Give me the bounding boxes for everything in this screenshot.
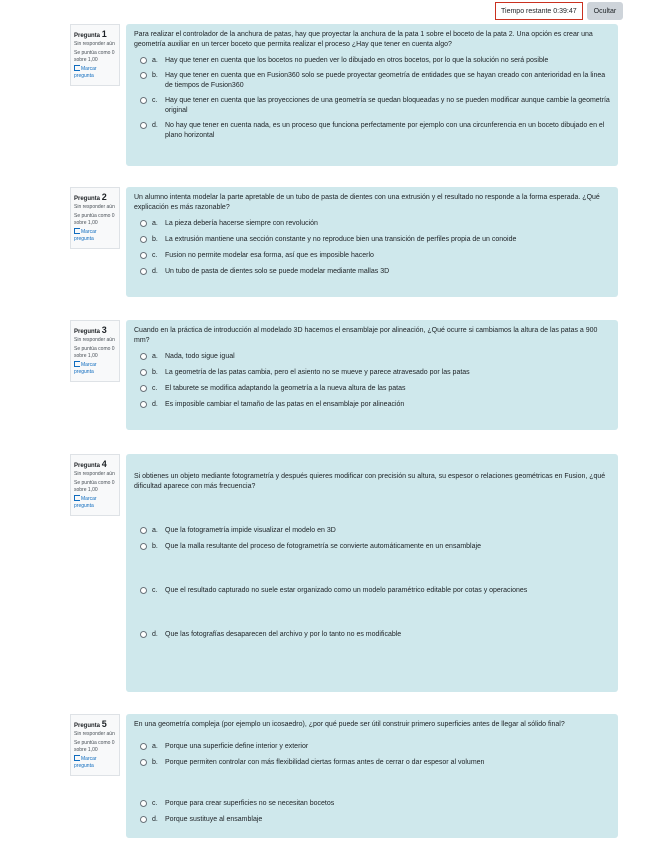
radio-button[interactable] bbox=[140, 743, 147, 750]
question-content bbox=[126, 714, 618, 838]
question-content bbox=[126, 454, 618, 692]
answer-option-a[interactable]: a. La pieza debería hacerse siempre con revolución bbox=[134, 219, 610, 229]
question-score: Se puntúa como 0 sobre 1,00 bbox=[74, 479, 115, 493]
radio-button[interactable] bbox=[140, 385, 147, 392]
question-info: Pregunta 1 Sin responder aún Se puntúa como 0 sobre 1,00 Marcar pregunta bbox=[70, 24, 120, 86]
question-number: 3 bbox=[101, 325, 107, 335]
radio-button[interactable] bbox=[140, 587, 147, 594]
flag-question-link[interactable]: Marcar pregunta bbox=[74, 362, 97, 376]
flag-icon bbox=[74, 495, 80, 501]
radio-button[interactable] bbox=[140, 369, 147, 376]
radio-button[interactable] bbox=[140, 527, 147, 534]
answer-option-d[interactable]: d. No hay que tener en cuenta nada, es un proceso que funciona perfectamente por ejemplo con una circunferencia en un boceto dibujado en el plano horizontal bbox=[134, 121, 610, 141]
time-remaining: Tiempo restante 0:39:47 bbox=[495, 2, 583, 20]
answer-option-b[interactable]: b. Que la malla resultante del proceso de fotogrametría se convierte automáticamente en un ensamblaje bbox=[134, 542, 610, 552]
answer-option-d[interactable]: d. Porque sustituye al ensamblaje bbox=[134, 815, 610, 825]
question-score: Se puntúa como 0 sobre 1,00 bbox=[74, 49, 115, 63]
answer-option-a[interactable]: a. Porque una superficie define interior y exterior bbox=[134, 742, 610, 752]
answer-option-a[interactable]: a. Que la fotogrametría impide visualizar el modelo en 3D bbox=[134, 526, 610, 536]
radio-button[interactable] bbox=[140, 57, 147, 64]
flag-icon bbox=[74, 228, 80, 234]
answer-option-b[interactable]: b. La extrusión mantiene una sección constante y no reproduce bien una transición de perfiles propia de un conoide bbox=[134, 235, 610, 245]
question-info: Pregunta 5 Sin responder aún Se puntúa como 0 sobre 1,00 Marcar pregunta bbox=[70, 714, 120, 776]
radio-button[interactable] bbox=[140, 72, 147, 79]
answer-option-b[interactable]: b. La geometría de las patas cambia, pero el asiento no se mueve y parece atravesado por las patas bbox=[134, 368, 610, 378]
answer-option-c[interactable]: c. Fusion no permite modelar esa forma, así que es imposible hacerlo bbox=[134, 251, 610, 261]
question-number: 1 bbox=[101, 29, 107, 39]
flag-icon bbox=[74, 755, 80, 761]
question-score: Se puntúa como 0 sobre 1,00 bbox=[74, 345, 115, 359]
answer-option-a[interactable]: a. Nada, todo sigue igual bbox=[134, 352, 610, 362]
radio-button[interactable] bbox=[140, 401, 147, 408]
question-text: Si obtienes un objeto mediante fotogrametría y después quieres modificar con precisión su altura, su espesor o relaciones geométricas en Fusion, ¿qué dificultad aparece con más frecuencia? bbox=[134, 473, 606, 490]
question-info: Pregunta 2 Sin responder aún Se puntúa como 0 sobre 1,00 Marcar pregunta bbox=[70, 187, 120, 249]
question-status: Sin responder aún bbox=[74, 471, 115, 478]
flag-question-link[interactable]: Marcar pregunta bbox=[74, 229, 97, 243]
radio-button[interactable] bbox=[140, 816, 147, 823]
answer-option-d[interactable]: d. Que las fotografías desaparecen del archivo y por lo tanto no es modificable bbox=[134, 630, 610, 640]
question-status: Sin responder aún bbox=[74, 337, 115, 344]
question-content bbox=[126, 187, 618, 297]
question-text: Un alumno intenta modelar la parte apretable de un tubo de pasta de dientes con una extrusión y el resultado no responde a la forma esperada. ¿Qué explicación es más razonable? bbox=[134, 194, 600, 211]
question-content bbox=[126, 24, 618, 166]
answer-option-b[interactable]: b. Hay que tener en cuenta que en Fusion360 solo se puede proyectar geometría de entidades que se hayan creado con anterioridad en la linea de tiempos de Fusion360 bbox=[134, 71, 610, 91]
question-text: Cuando en la práctica de introducción al modelado 3D hacemos el ensamblaje por alineación, ¿Qué ocurre si cambiamos la altura de las patas a 900 mm? bbox=[134, 327, 598, 344]
flag-question-link[interactable]: Marcar pregunta bbox=[74, 496, 97, 510]
question-number: 4 bbox=[101, 459, 107, 469]
radio-button[interactable] bbox=[140, 631, 147, 638]
answer-option-c[interactable]: c. Que el resultado capturado no suele estar organizado como un modelo paramétrico editable por cotas y operaciones bbox=[134, 586, 610, 596]
radio-button[interactable] bbox=[140, 543, 147, 550]
question-score: Se puntúa como 0 sobre 1,00 bbox=[74, 739, 115, 753]
question-score: Se puntúa como 0 sobre 1,00 bbox=[74, 212, 115, 226]
answer-option-c[interactable]: c. El taburete se modifica adaptando la geometría a la nueva altura de las patas bbox=[134, 384, 610, 394]
question-text: En una geometría compleja (por ejemplo un icosaedro), ¿por qué puede ser útil construir primero superficies antes de llegar al sólido final? bbox=[134, 721, 565, 728]
question-number: 5 bbox=[101, 719, 107, 729]
flag-icon bbox=[74, 65, 80, 71]
question-status: Sin responder aún bbox=[74, 204, 115, 211]
question-info: Pregunta 3 Sin responder aún Se puntúa como 0 sobre 1,00 Marcar pregunta bbox=[70, 320, 120, 382]
flag-question-link[interactable]: Marcar pregunta bbox=[74, 66, 97, 80]
question-content bbox=[126, 320, 618, 430]
timer-bar bbox=[495, 2, 623, 20]
hide-timer-button[interactable]: Ocultar bbox=[587, 2, 624, 20]
radio-button[interactable] bbox=[140, 268, 147, 275]
radio-button[interactable] bbox=[140, 97, 147, 104]
answer-option-c[interactable]: c. Porque para crear superficies no se necesitan bocetos bbox=[134, 799, 610, 809]
answer-option-a[interactable]: a. Hay que tener en cuenta que los bocetos no pueden ver lo dibujado en otros bocetos, por lo que la solución no será posible bbox=[134, 56, 610, 66]
answer-option-d[interactable]: d. Un tubo de pasta de dientes solo se puede modelar mediante mallas 3D bbox=[134, 267, 610, 277]
question-text: Para realizar el controlador de la anchura de patas, hay que proyectar la anchura de la pata 1 sobre el boceto de la pata 2. Una opción es crear una geometría auxiliar en un tercer boceto que permita realizar el proceso ¿Hay que tener en cuenta algo? bbox=[134, 31, 593, 48]
radio-button[interactable] bbox=[140, 220, 147, 227]
radio-button[interactable] bbox=[140, 353, 147, 360]
question-status: Sin responder aún bbox=[74, 731, 115, 738]
radio-button[interactable] bbox=[140, 236, 147, 243]
radio-button[interactable] bbox=[140, 252, 147, 259]
radio-button[interactable] bbox=[140, 759, 147, 766]
radio-button[interactable] bbox=[140, 122, 147, 129]
question-info: Pregunta 4 Sin responder aún Se puntúa como 0 sobre 1,00 Marcar pregunta bbox=[70, 454, 120, 516]
question-status: Sin responder aún bbox=[74, 41, 115, 48]
flag-question-link[interactable]: Marcar pregunta bbox=[74, 756, 97, 770]
radio-button[interactable] bbox=[140, 800, 147, 807]
flag-icon bbox=[74, 361, 80, 367]
question-number: 2 bbox=[101, 192, 107, 202]
answer-option-d[interactable]: d. Es imposible cambiar el tamaño de las patas en el ensamblaje por alineación bbox=[134, 400, 610, 410]
answer-option-c[interactable]: c. Hay que tener en cuenta que las proyecciones de una geometría se quedan bloqueadas y no se pueden modificar aunque cambie la geometría original bbox=[134, 96, 610, 116]
answer-option-b[interactable]: b. Porque permiten controlar con más flexibilidad ciertas formas antes de cerrar o dar espesor al volumen bbox=[134, 758, 610, 768]
